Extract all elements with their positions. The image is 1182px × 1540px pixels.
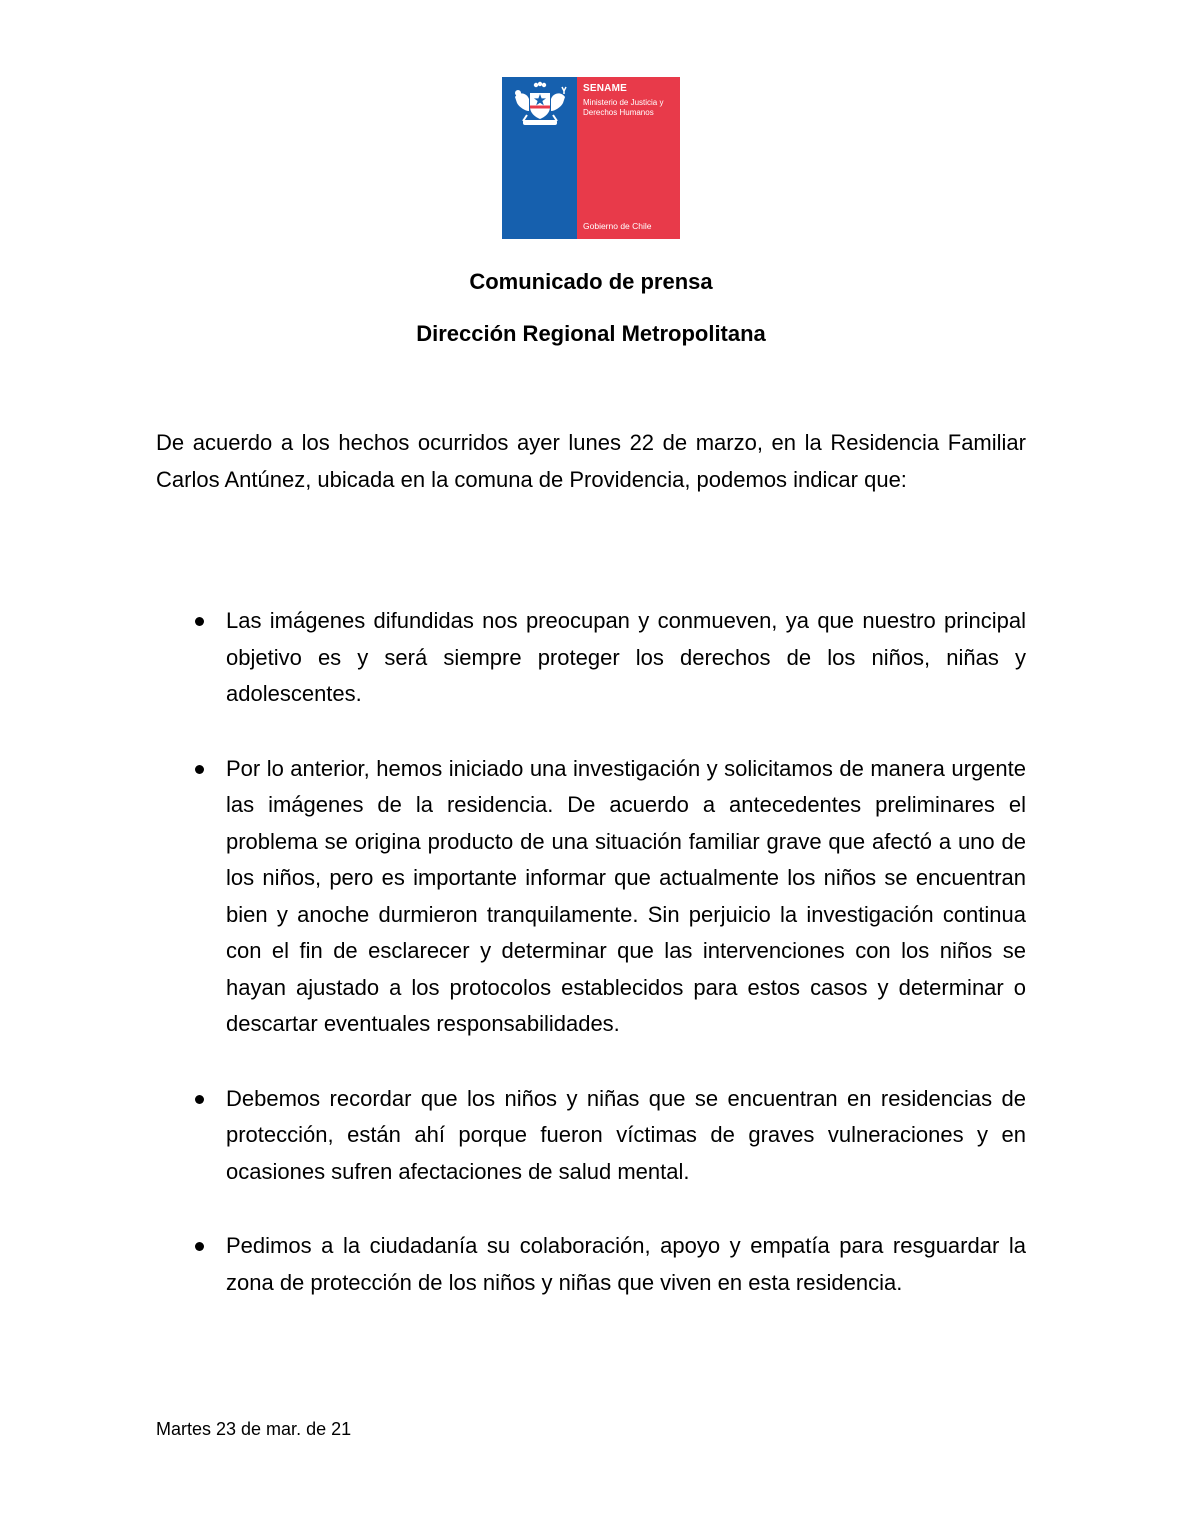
bullet-icon [195, 1095, 204, 1104]
coat-of-arms-icon [509, 81, 571, 129]
list-item [156, 1081, 1026, 1191]
bullet-icon [195, 1242, 204, 1251]
logo-blue-base [502, 129, 577, 239]
sename-logo [502, 77, 680, 239]
list-item-text: Por lo anterior, hemos iniciado una investigación y solicitamos de manera urgente las imágenes de la residencia. De acuerdo a antecedentes preliminares el problema se origina producto de una situación familiar grave que afectó a uno de los niños, pero es importante informar que actualmente los niños se encuentran bien y anoche durmieron tranquilamente. Sin perjuicio la investigación continua con el fin de esclarecer y determinar que las intervenciones con los niños se hayan ajustado a los protocolos establecidos para estos casos y determinar o descartar eventuales responsabilidades. [226, 755, 1026, 1036]
logo-ministry-name: Ministerio de Justicia y Derechos Humanos [583, 98, 664, 117]
page-subtitle: Dirección Regional Metropolitana [416, 321, 766, 346]
list-item-text: Las imágenes difundidas nos preocupan y conmueven, ya que nuestro principal objetivo es y será siempre proteger los derechos de los niños, niñas y adolescentes. [226, 608, 1026, 706]
logo-government-name: Gobierno de Chile [583, 221, 652, 231]
bullet-icon [195, 617, 204, 626]
document-date: Martes 23 de mar. de 21 [156, 1419, 352, 1439]
list-item-text: Debemos recordar que los niños y niñas que se encuentran en residencias de protección, están ahí porque fueron víctimas de graves vulneraciones y en ocasiones sufren afectaciones de salud mental. [226, 1085, 1026, 1184]
logo-red-panel [577, 77, 680, 239]
list-item [156, 603, 1026, 713]
list-item-text: Pedimos a la ciudadanía su colaboración, apoyo y empatía para resguardar la zona de protección de los niños y niñas que viven en esta residencia. [226, 1233, 1026, 1295]
list-item [156, 751, 1026, 1043]
list-item [156, 1228, 1026, 1301]
logo-brand-name: SENAME [583, 83, 627, 94]
page-title: Comunicado de prensa [469, 269, 713, 294]
bullet-icon [195, 765, 204, 774]
intro-paragraph: De acuerdo a los hechos ocurridos ayer lunes 22 de marzo, en la Residencia Familiar Carlos Antúnez, ubicada en la comuna de Providencia, podemos indicar que: [156, 430, 1026, 492]
logo-blue-panel [502, 77, 577, 239]
statement-list [156, 603, 1026, 1339]
